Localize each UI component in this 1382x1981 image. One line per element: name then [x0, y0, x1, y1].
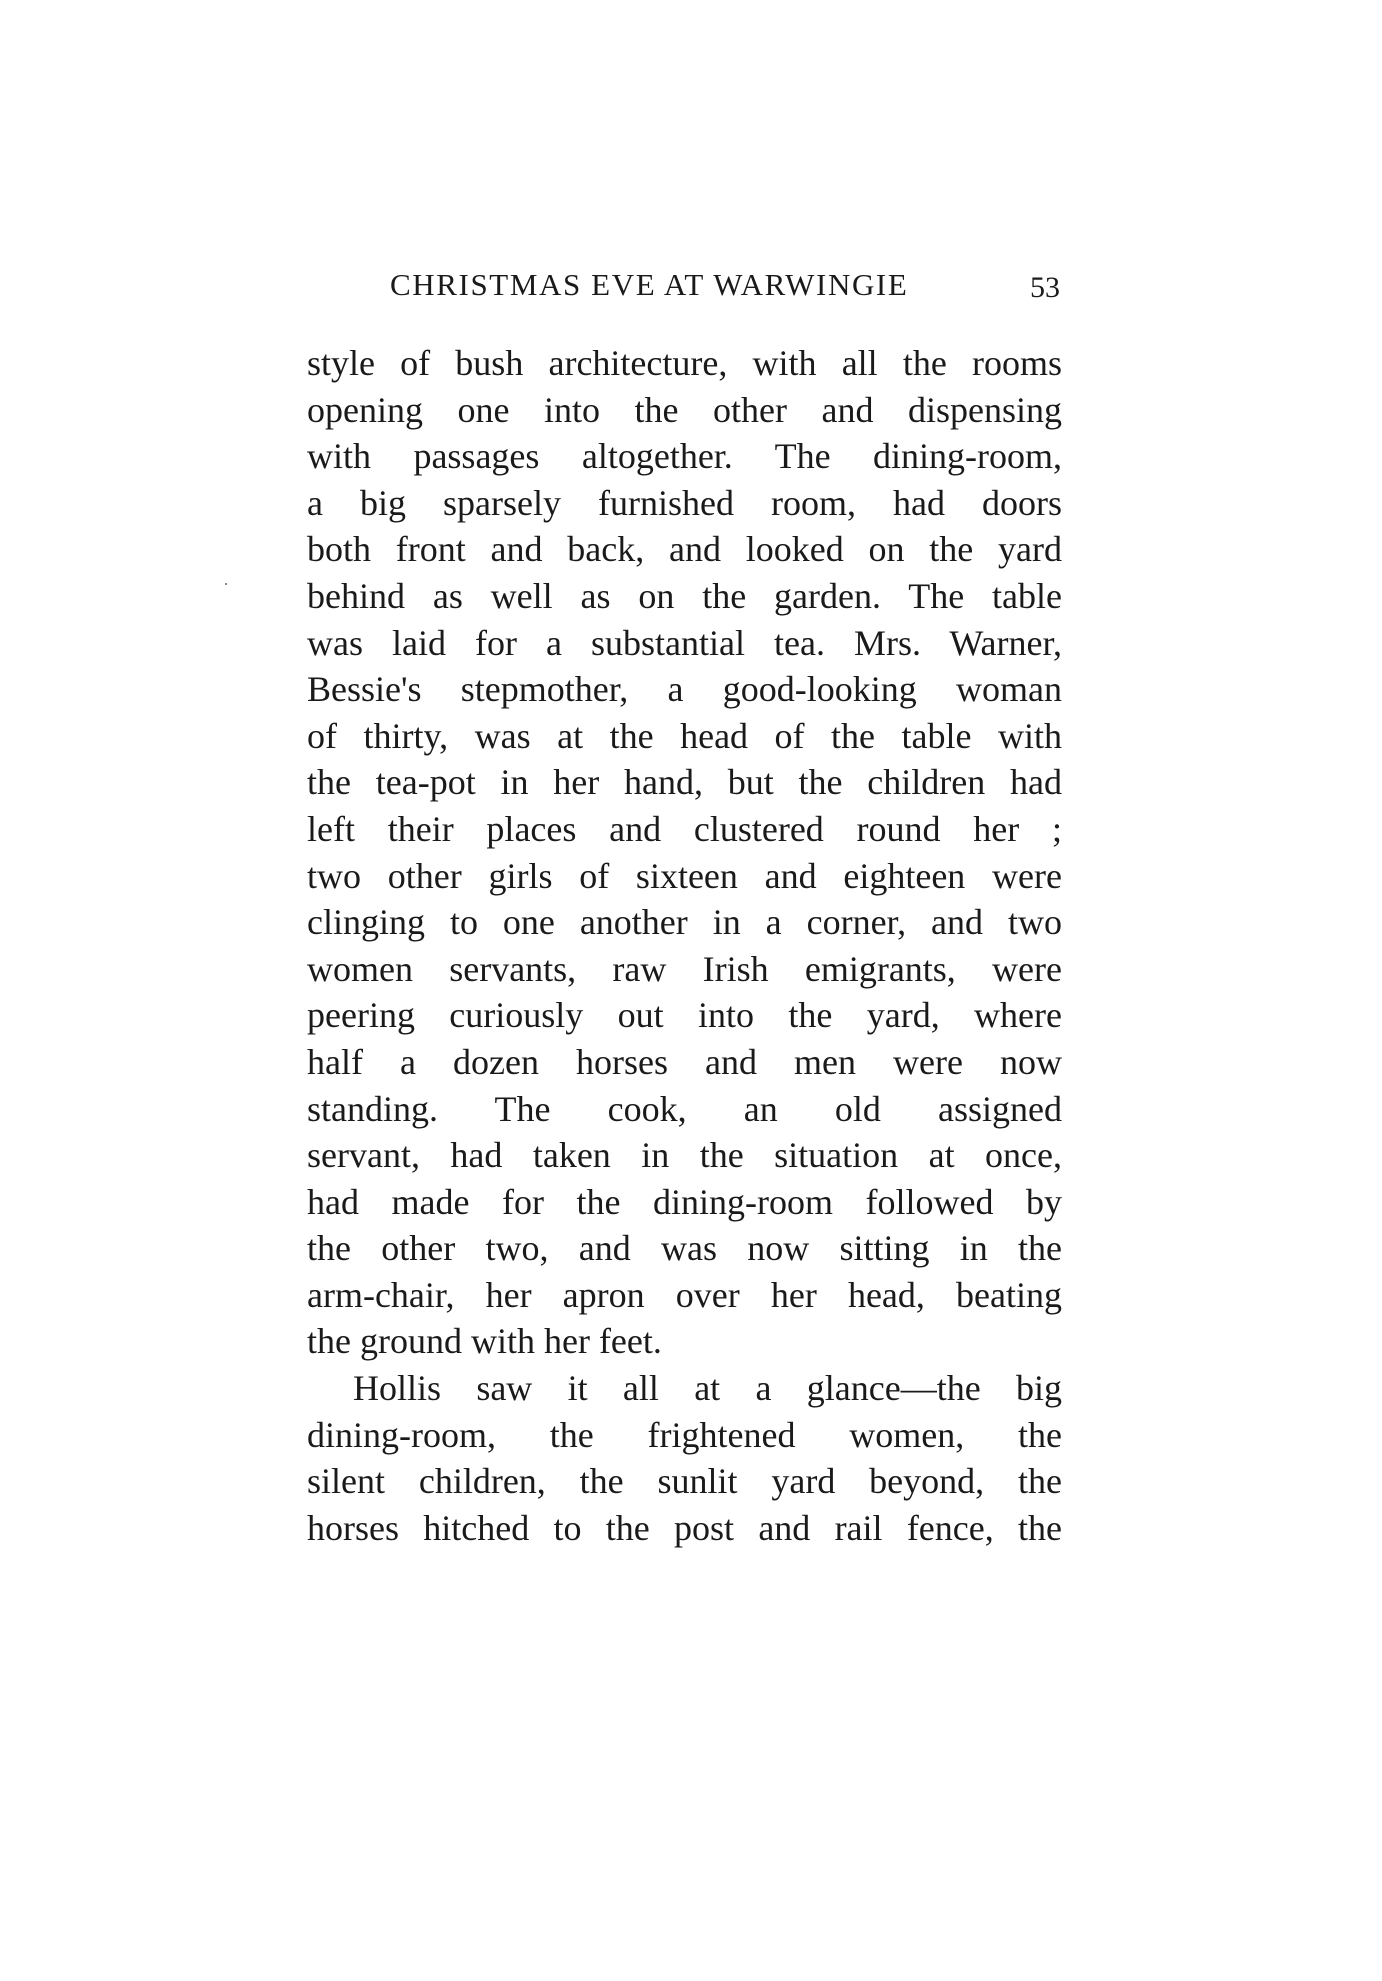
running-title: CHRISTMAS EVE AT WARWINGIE: [390, 267, 909, 302]
text-line: horses hitched to the post and rail fence, the: [307, 1507, 1062, 1548]
text-line: the tea-pot in her hand, but the children had: [307, 762, 1062, 803]
text-line: women servants, raw Irish emigrants, were: [307, 948, 1062, 989]
text-line: standing. The cook, an old assigned: [307, 1088, 1062, 1129]
text-line: left their places and clustered round her ;: [307, 808, 1062, 849]
text-line: half a dozen horses and men were now: [307, 1041, 1062, 1082]
text-line: clinging to one another in a corner, and two: [307, 902, 1062, 943]
text-line: had made for the dining-room followed by: [307, 1181, 1062, 1222]
text-line: two other girls of sixteen and eighteen were: [307, 855, 1062, 896]
body-text: [307, 340, 1062, 1551]
text-line: style of bush architecture, with all the rooms: [307, 343, 1062, 383]
text-line: both front and back, and looked on the yard: [307, 529, 1062, 570]
text-line: Hollis saw it all at a glance—the big: [353, 1368, 1062, 1409]
paragraph-1: [307, 340, 1062, 1365]
text-line: arm-chair, her apron over her head, beating: [307, 1274, 1062, 1315]
text-line: of thirty, was at the head of the table with: [307, 715, 1062, 756]
page-number: 53: [1030, 271, 1060, 304]
text-line: silent children, the sunlit yard beyond, the: [307, 1461, 1062, 1502]
text-line: servant, had taken in the situation at once,: [307, 1135, 1062, 1176]
text-line: a big sparsely furnished room, had doors: [307, 482, 1062, 523]
text-line: the other two, and was now sitting in the: [307, 1228, 1062, 1269]
text-line: opening one into the other and dispensing: [307, 389, 1062, 430]
text-line: peering curiously out into the yard, where: [307, 995, 1062, 1036]
text-line: dining-room, the frightened women, the: [307, 1414, 1062, 1455]
text-line: Bessie's stepmother, a good-looking woman: [307, 669, 1062, 710]
paragraph-2: [307, 1365, 1062, 1551]
text-line: behind as well as on the garden. The table: [307, 575, 1062, 616]
text-line: was laid for a substantial tea. Mrs. Warner,: [307, 622, 1062, 663]
print-speck: [225, 583, 227, 585]
running-head: [390, 263, 1060, 313]
text-line: the ground with her feet.: [307, 1321, 662, 1362]
text-line: with passages altogether. The dining-room,: [307, 436, 1062, 477]
